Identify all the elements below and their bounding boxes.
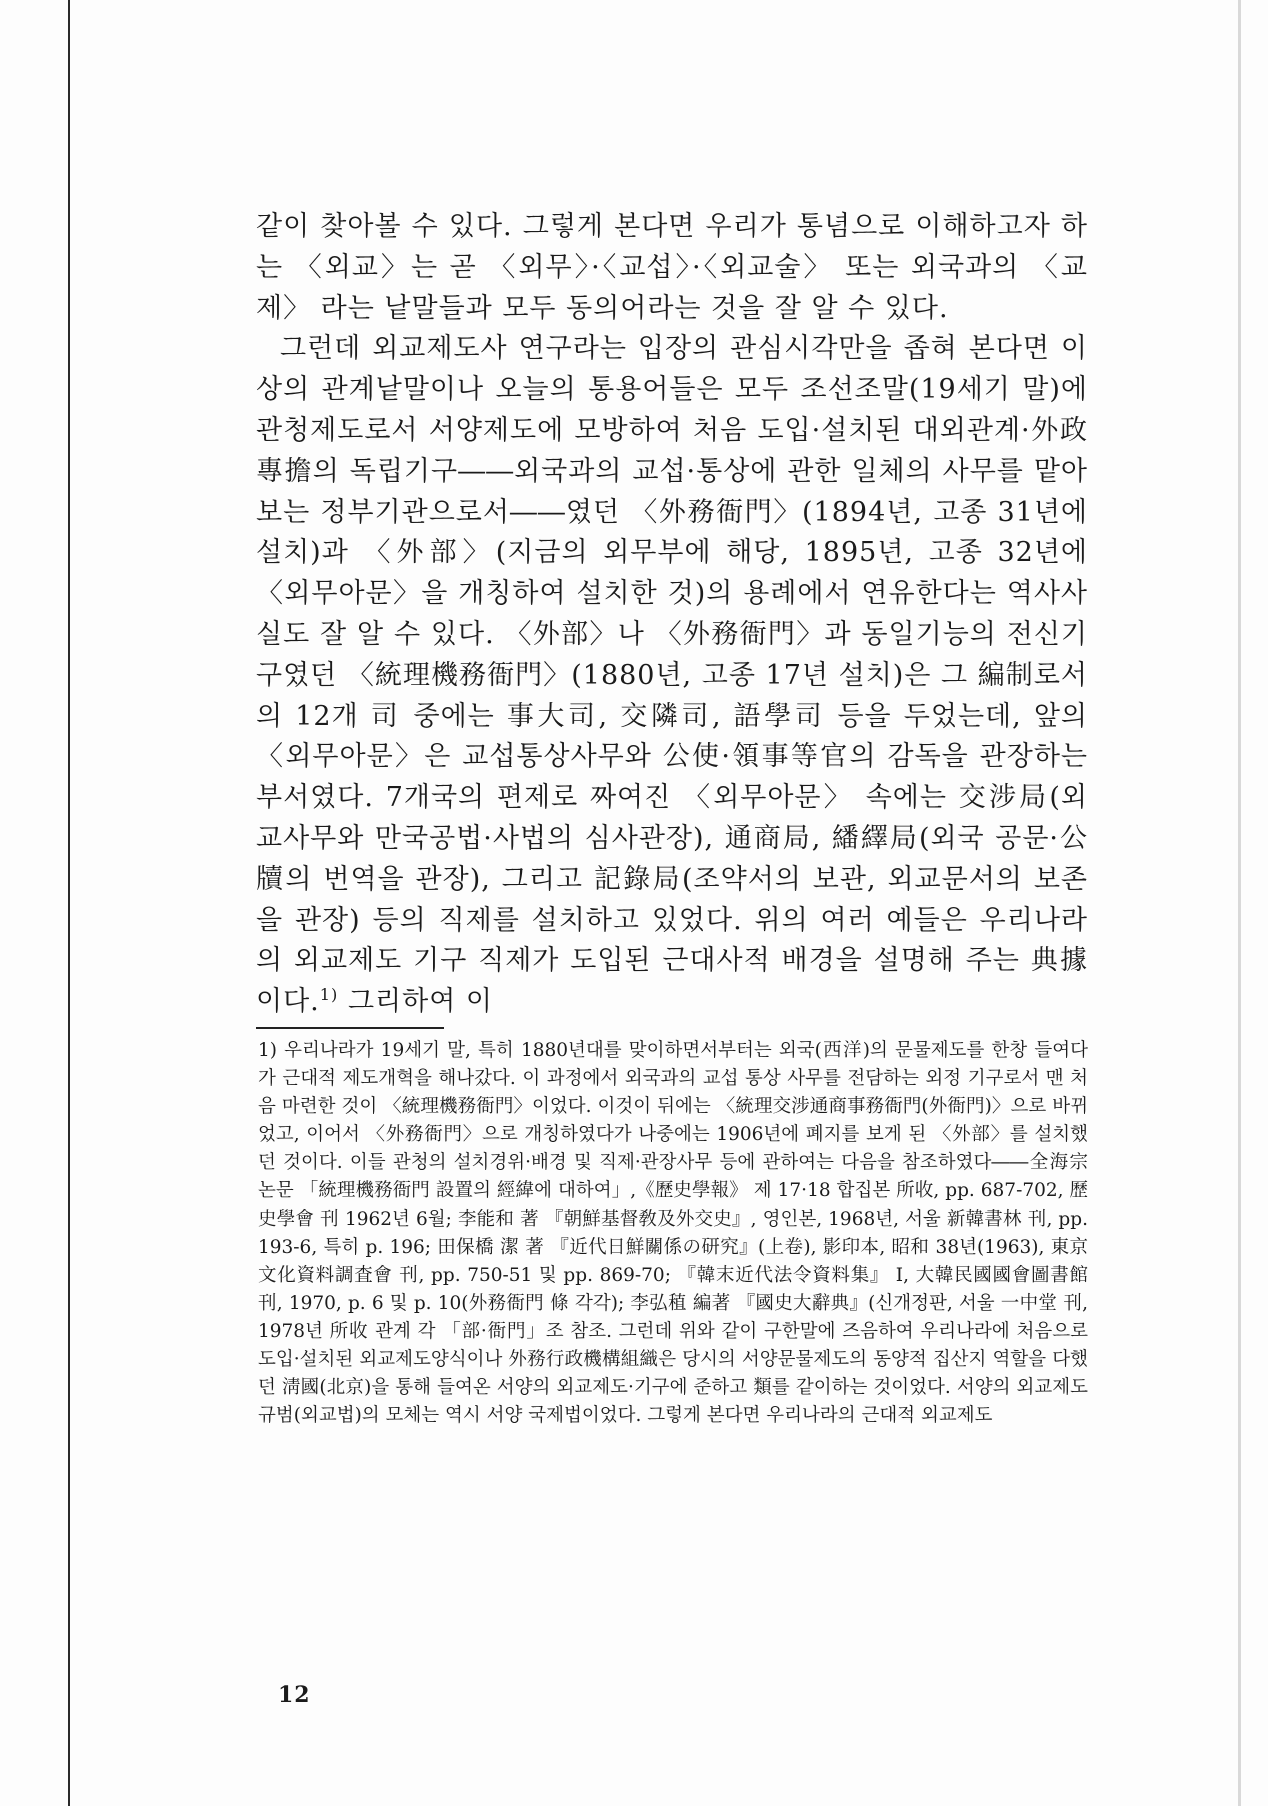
footnote-text: 우리나라가 19세기 말, 특히 1880년대를 맞이하면서부터는 외국(西洋)의 문물제도를 한창 들여다가 근대적 제도개혁을 해나갔다. 이 과정에서 외국과의 교섭 통상 사무를 전담하는 외정 기구로서 맨 처음 마련한 것이 〈統理機務衙門〉이었다. 이것이 뒤에는 〈統理交涉通商事務衙門(外衙門)〉으로 바뀌었고, 이어서 〈外務衙門〉으로 개칭하였다가 나중에는 1906년에 폐지를 보게 된 〈外部〉를 설치했던 것이다. 이들 관청의 설치경위·배경 및 직제·관장사무 등에 관하여는 다음을 참조하였다――全海宗 논문 「統理機務衙門 設置의 經緯에 대하여」,《歷史學報》 제 17·18 합집본 所收, pp. 687-702, 歷史學會 刊 1962년 6월; 李能和 著 『朝鮮基督敎及外交史』, 영인본, 1968년, 서울 新韓書林 刊, pp. 193-6, 특히 p. 196; 田保橋 潔 著 『近代日鮮關係の研究』(上卷), 影印本, 昭和 38년(1963), 東京 文化資料調査會 刊, pp. 750-51 및 pp. 869-70; 『韓末近代法令資料集』 I, 大韓民國國會圖書館 刊, 1970, p. 6 및 p. 10(外務衙門 條 각각); 李弘稙 編著 『國史大辭典』(신개정판, 서울 一中堂 刊, 1978년 所收 관계 각 「部·衙門」조 참조. 그런데 위와 같이 구한말에 즈음하여 우리나라에 처음으로 도입·설치된 외교제도양식이나 外務行政機構組織은 당시의 서양문물제도의 동양적 집산지 역할을 다했던 淸國(北京)을 통해 들여온 서양의 외교제도·기구에 준하고 類를 같이하는 것이었다. 서양의 외교제도규범(외교법)의 모체는 역시 서양 국제법이었다. 그렇게 본다면 우리나라의 근대적 외교제도	[258, 1040, 1088, 1427]
page-right-shadow	[1238, 0, 1241, 1806]
paragraph-1: 같이 찾아볼 수 있다. 그렇게 본다면 우리가 통념으로 이해하고자 하는 〈외교〉는 곧 〈외무〉·〈교섭〉·〈외교술〉 또는 외국과의 〈교제〉 라는 낱말들과 모두 동의어라는 것을 잘 알 수 있다.	[256, 211, 1088, 324]
paragraph-2-text: 그런데 외교제도사 연구라는 입장의 관심시각만을 좁혀 본다면 이상의 관계낱말이나 오늘의 통용어들은 모두 조선조말(19세기 말)에 관청제도로서 서양제도에 모방하여 처음 도입·설치된 대외관계·外政專擔의 독립기구――외국과의 교섭·통상에 관한 일체의 사무를 맡아보는 정부기관으로서――였던 〈外務衙門〉(1894년, 고종 31년에 설치)과 〈外部〉(지금의 외무부에 해당, 1895년, 고종 32년에 〈외무아문〉을 개칭하여 설치한 것)의 용례에서 연유한다는 역사사실도 잘 알 수 있다. 〈外部〉나 〈外務衙門〉과 동일기능의 전신기구였던 〈統理機務衙門〉(1880년, 고종 17년 설치)은 그 編制로서의 12개 司 중에는 事大司, 交隣司, 語學司 등을 두었는데, 앞의 〈외무아문〉은 교섭통상사무와 公使·領事等官의 감독을 관장하는 부서였다. 7개국의 편제로 짜여진 〈외무아문〉 속에는 交涉局(외교사무와 만국공법·사법의 심사관장), 通商局, 繙繹局(외국 공문·公牘의 번역을 관장), 그리고 記錄局(조약서의 보관, 외교문서의 보존을 관장) 등의 직제를 설치하고 있었다. 위의 여러 예들은 우리나라의 외교제도 기구 직제가 도입된 근대사적 배경을 설명해 주는 典據이다.	[256, 333, 1088, 1018]
footnote-divider	[256, 1027, 444, 1029]
footnote-reference: 1)	[319, 985, 339, 1005]
page-number: 12	[278, 1682, 311, 1708]
footnote-number: 1)	[258, 1040, 277, 1061]
main-text	[256, 207, 1088, 1023]
paragraph-2-tail: 그리하여 이	[338, 986, 493, 1018]
footnote	[258, 1037, 1088, 1430]
page-left-edge	[68, 0, 70, 1806]
paragraph-2	[256, 329, 1088, 1023]
